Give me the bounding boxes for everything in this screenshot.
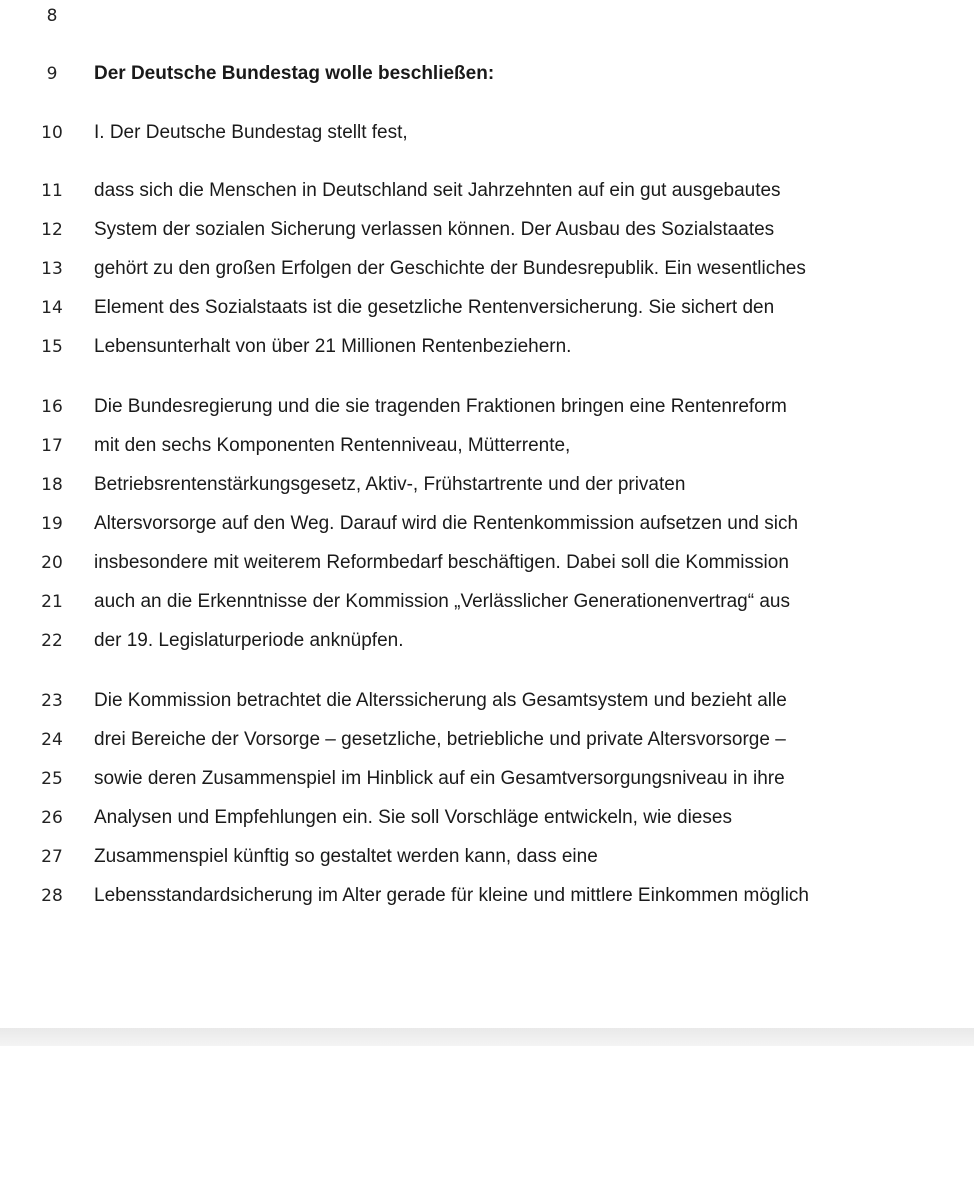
document-line <box>0 509 974 539</box>
document-line <box>0 215 974 245</box>
line-text: Altersvorsorge auf den Weg. Darauf wird die Rentenkommission aufsetzen und sich <box>94 513 799 534</box>
line-text: der 19. Legislaturperiode anknüpfen. <box>94 630 404 651</box>
line-text: gehört zu den großen Erfolgen der Geschichte der Bundesrepublik. Ein wesentliches <box>94 258 806 279</box>
document-line <box>0 842 974 872</box>
motion-heading: Der Deutsche Bundestag wolle beschließen: <box>94 63 495 84</box>
line-text: mit den sechs Komponenten Rentenniveau, Mütterrente, <box>94 435 571 456</box>
document-line <box>0 881 974 911</box>
line-number: 22 <box>41 631 63 651</box>
line-number: 15 <box>41 337 63 357</box>
line-number: 20 <box>41 553 63 573</box>
document-line <box>0 470 974 500</box>
line-number: 17 <box>41 436 63 456</box>
line-number: 18 <box>41 475 63 495</box>
line-number: 27 <box>41 847 63 867</box>
line-text: auch an die Erkenntnisse der Kommission „Verlässlicher Generationenvertrag“ aus <box>94 591 790 612</box>
blank-area <box>0 1046 974 1200</box>
line-number: 13 <box>41 259 63 279</box>
line-number: 26 <box>41 808 63 828</box>
document-line <box>0 254 974 284</box>
line-text: insbesondere mit weiterem Reformbedarf beschäftigen. Dabei soll die Kommission <box>94 552 789 573</box>
line-text: drei Bereiche der Vorsorge – gesetzliche, betriebliche und private Altersvorsorge – <box>94 729 786 750</box>
document-line <box>0 587 974 617</box>
line-number: 23 <box>41 691 63 711</box>
line-text: Element des Sozialstaats ist die gesetzliche Rentenversicherung. Sie sichert den <box>94 297 775 318</box>
line-number: 8 <box>46 6 58 26</box>
line-text: sowie deren Zusammenspiel im Hinblick auf ein Gesamtversorgungsniveau in ihre <box>94 768 785 789</box>
line-number: 9 <box>46 64 58 84</box>
document-line <box>0 803 974 833</box>
line-text: Betriebsrentenstärkungsgesetz, Aktiv-, Frühstartrente und der privaten <box>94 474 686 495</box>
document-line <box>0 293 974 323</box>
line-number: 19 <box>41 514 63 534</box>
line-number: 21 <box>41 592 63 612</box>
line-number: 28 <box>41 886 63 906</box>
line-number: 10 <box>41 123 63 143</box>
document-line <box>0 725 974 755</box>
document-line <box>0 548 974 578</box>
line-text: Lebensunterhalt von über 21 Millionen Rentenbeziehern. <box>94 336 572 357</box>
page-separator <box>0 1028 974 1046</box>
line-text: Lebensstandardsicherung im Alter gerade für kleine und mittlere Einkommen möglich <box>94 885 809 906</box>
line-number: 16 <box>41 397 63 417</box>
line-text: Analysen und Empfehlungen ein. Sie soll Vorschläge entwickeln, wie dieses <box>94 807 732 828</box>
document-line <box>0 686 974 716</box>
line-text: System der sozialen Sicherung verlassen können. Der Ausbau des Sozialstaates <box>94 219 775 240</box>
document-line <box>0 764 974 794</box>
line-number: 14 <box>41 298 63 318</box>
line-text: Die Kommission betrachtet die Alterssicherung als Gesamtsystem und bezieht alle <box>94 690 787 711</box>
document-line <box>0 626 974 656</box>
line-number: 24 <box>41 730 63 750</box>
line-text: Die Bundesregierung und die sie tragenden Fraktionen bringen eine Rentenreform <box>94 396 787 417</box>
document-line <box>0 332 974 362</box>
document-line <box>0 118 974 148</box>
document-line <box>0 392 974 422</box>
line-number: 12 <box>41 220 63 240</box>
document-line <box>0 1 974 31</box>
line-text: Zusammenspiel künftig so gestaltet werden kann, dass eine <box>94 846 598 867</box>
line-text: I. Der Deutsche Bundestag stellt fest, <box>94 122 408 143</box>
line-number: 11 <box>41 181 63 201</box>
document-line <box>0 176 974 206</box>
line-number: 25 <box>41 769 63 789</box>
document-line <box>0 431 974 461</box>
line-text: dass sich die Menschen in Deutschland seit Jahrzehnten auf ein gut ausgebautes <box>94 180 781 201</box>
document-line <box>0 59 974 89</box>
